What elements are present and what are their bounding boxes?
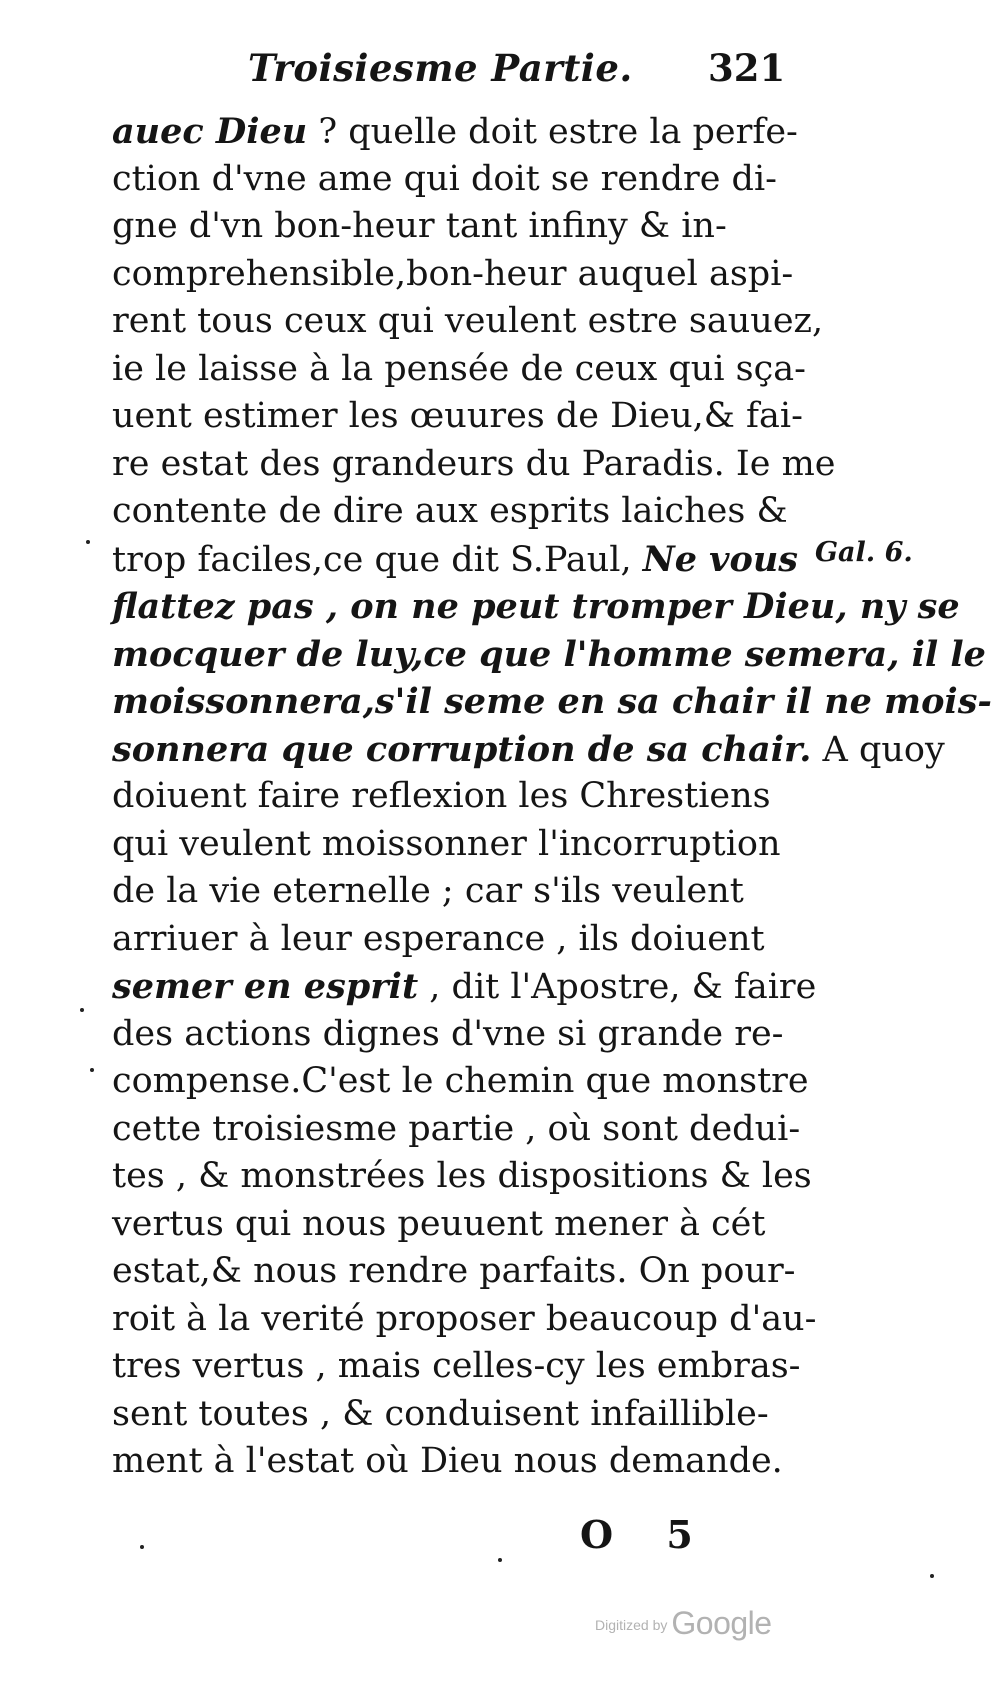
italic-segment: semer en esprit [112,966,419,1007]
text-line [112,1153,812,1201]
text-line [112,1296,817,1344]
text-line [112,583,960,631]
digitized-watermark [595,1605,772,1642]
text-line [112,346,812,394]
text-line [112,1391,812,1439]
italic-segment: Ne vous [642,538,798,580]
text-segment: trop faciles,ce que dit S.Paul, [112,539,643,580]
ink-speck [80,1008,84,1012]
ink-speck [930,1574,934,1578]
text-segment: tres vertus , mais celles-cy les embras- [112,1346,801,1386]
text-segment: roit à la verité proposer beaucoup d'au- [112,1298,817,1339]
text-line [112,773,812,821]
signature-mark: O 5 [580,1512,713,1557]
ink-speck [86,540,90,544]
text-segment: cette troisiesme partie , où sont dedui- [112,1108,801,1149]
text-segment: sent toutes , & conduisent infaillible- [112,1393,769,1434]
text-line [112,203,812,251]
text-line [112,678,992,726]
text-line [112,1343,812,1391]
text-segment: comprehensible,bon-heur auquel aspi- [112,253,794,294]
text-line [112,726,945,774]
text-line [112,156,812,204]
text-segment: qui veulent moissonner l'incorruption [112,823,781,864]
text-segment: , dit l'Apostre, & faire [418,967,817,1007]
watermark-brand: Google [671,1605,772,1641]
text-line [112,1011,812,1059]
text-line [112,298,824,346]
text-segment: re estat des grandeurs du Paradis. Ie me [112,443,836,484]
text-line [112,488,812,536]
text-segment: tes , & monstrées les dispositions & les [112,1156,812,1196]
text-segment: doiuent faire reflexion les Chrestiens [112,776,771,816]
italic-segment: auec Dieu [112,111,308,152]
text-segment: contente de dire aux esprits laiches & [112,491,788,531]
ink-speck [90,1068,94,1072]
text-segment: ? quelle doit estre la perfe- [307,112,798,152]
text-segment: uent estimer les œuures de Dieu,& fai- [112,396,803,436]
text-segment: ie le laisse à la pensée de ceux qui sça- [112,348,806,389]
margin-note: Gal. 6. [815,537,913,568]
text-line [112,631,986,679]
text-segment: de la vie eternelle ; car s'ils veulent [112,871,744,911]
text-segment: arriuer à leur esperance , ils doiuent [112,918,765,959]
text-line [112,963,817,1011]
text-line [112,916,812,964]
italic-segment: mocquer de luy,ce que l'homme semera, il le [112,633,986,675]
text-line [112,393,812,441]
italic-segment: sonnera que corruption de sa chair. [112,728,812,770]
text-line [112,108,812,156]
text-line [112,536,812,584]
text-segment: des actions dignes d'vne si grande re- [112,1013,784,1054]
ink-speck [140,1545,144,1549]
text-line [112,1106,812,1154]
text-line [112,441,836,489]
watermark-prefix: Digitized by [595,1617,668,1633]
text-segment: vertus qui nous peuuent mener à cét [112,1203,766,1244]
text-segment: A quoy [811,729,945,770]
text-line [112,251,812,299]
text-line [112,868,812,916]
running-title: Troisiesme Partie. [248,46,633,90]
text-line [112,1438,812,1486]
text-line [112,1248,812,1296]
text-line [112,821,812,869]
text-segment: estat,& nous rendre parfaits. On pour- [112,1251,796,1291]
text-segment: compense.C'est le chemin que monstre [112,1061,809,1101]
text-segment: ction d'vne ame qui doit se rendre di- [112,158,777,199]
text-segment: ment à l'estat où Dieu nous demande. [112,1441,783,1481]
italic-segment: moissonnera,s'il seme en sa chair il ne mois- [112,681,992,722]
text-segment: gne d'vn bon-heur tant infiny & in- [112,206,727,246]
italic-segment: flattez pas , on ne peut tromper Dieu, ny se [112,586,960,627]
text-line [112,1058,812,1106]
text-line [112,1201,812,1249]
text-segment: rent tous ceux qui veulent estre sauuez, [112,301,824,341]
page-number: 321 [708,46,786,90]
ink-speck [498,1558,502,1562]
